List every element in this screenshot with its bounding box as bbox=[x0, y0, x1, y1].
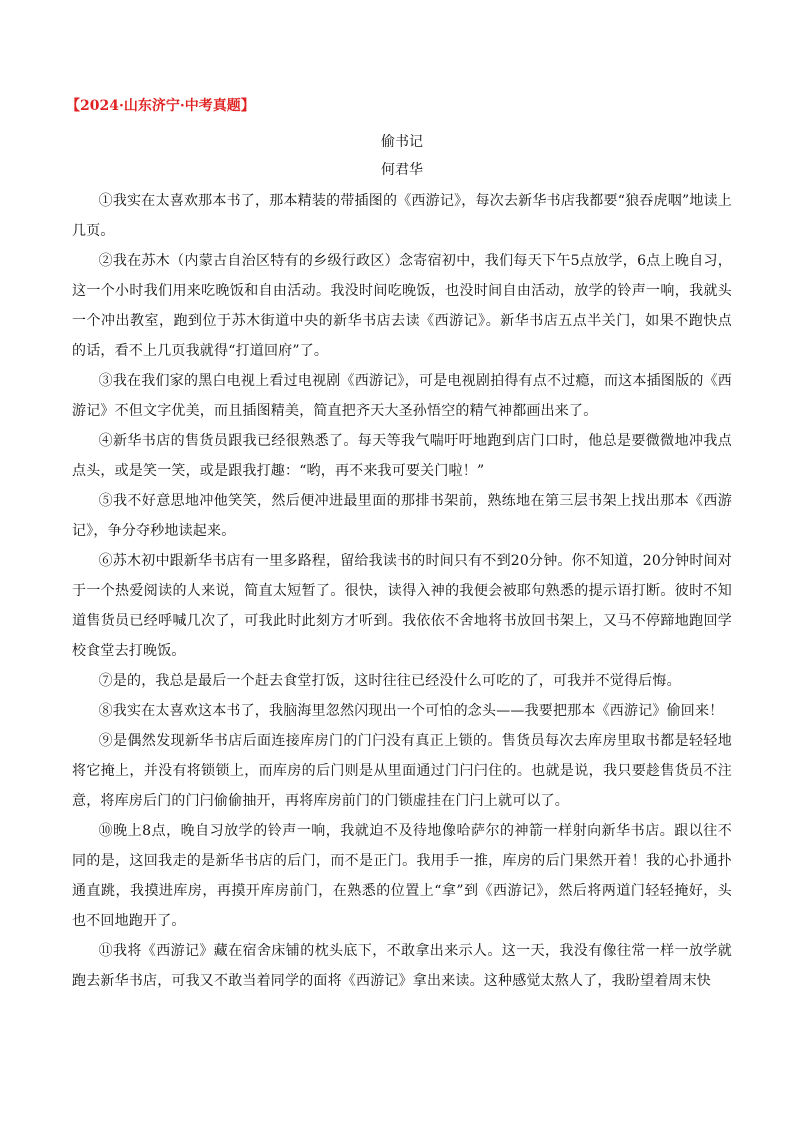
paragraph-9: ⑨是偶然发现新华书店后面连接库房门的门闩没有真正上锁的。售货员每次去库房里取书都是轻轻地将它掩上，并没有将锁锁上，而库房的后门则是从里面通过门闩闩住的。也就是说，我只要趁售货员不注意，将库房后门的门闩偷偷抽开，再将库房前门的门锁虚挂在门闩上就可以了。 bbox=[72, 733, 732, 809]
article-author: 何君华 bbox=[381, 162, 423, 178]
paragraph-11: ⑪我将《西游记》藏在宿舍床铺的枕头底下，不敢拿出来示人。这一天，我没有像往常一样一放学就跑去新华书店，可我又不敢当着同学的面将《西游记》拿出来读。这种感觉太熬人了，我盼望着周末快 bbox=[72, 943, 732, 989]
paragraph-10: ⑩晚上8点，晚自习放学的铃声一响，我就迫不及待地像哈萨尔的神箭一样射向新华书店。跟以往不同的是，这回我走的是新华书店的后门，而不是正门。我用手一推，库房的后门果然开着！我的心扑通扑通直跳，我摸进库房，再摸开库房前门，在熟悉的位置上“拿”到《西游记》，然后将两道门轻轻掩好，头也不回地跑开了。 bbox=[72, 823, 732, 929]
paragraph-6: ⑥苏木初中跟新华书店有一里多路程，留给我读书的时间只有不到20分钟。你不知道，20分钟时间对于一个热爱阅读的人来说，简直太短暂了。很快，读得入神的我便会被耶句熟悉的提示语打断。彼时不知道售货员已经呼喊几次了，可我此时此刻方才听到。我依依不舍地将书放回书架上，又马不停蹄地跑回学校食堂去打晚饭。 bbox=[72, 553, 732, 659]
paragraph-7: ⑦是的，我总是最后一个赶去食堂打饭，这时往往已经没什么可吃的了，可我并不觉得后悔。 bbox=[98, 673, 681, 689]
article-title: 偷书记 bbox=[381, 134, 423, 150]
paragraph-1: ①我实在太喜欢那本书了，那本精装的带插图的《西游记》，每次去新华书店我都要“狼吞虎咽”地读上几页。 bbox=[72, 193, 732, 239]
paragraph-5: ⑤我不好意思地冲他笑笑，然后便冲进最里面的那排书架前，熟练地在第三层书架上找出那本《西游记》，争分夺秒地读起来。 bbox=[72, 493, 732, 539]
paragraph-3: ③我在我们家的黑白电视上看过电视剧《西游记》，可是电视剧拍得有点不过瘾，而这本插图版的《西游记》不但文字优美，而且插图精美，简直把齐天大圣孙悟空的精气神都画出来了。 bbox=[72, 373, 732, 419]
paragraph-2: ②我在苏木（内蒙古自治区特有的乡级行政区）念寄宿初中，我们每天下午5点放学，6点上晚自习，这一个小时我们用来吃晚饭和自由活动。我没时间吃晚饭，也没时间自由活动，放学的铃声一响，我就头一个冲出教室，跑到位于苏木街道中央的新华书店去读《西游记》。新华书店五点半关门，如果不跑快点的话，看不上几页我就得“打道回府”了。 bbox=[72, 253, 732, 359]
document-page bbox=[66, 96, 732, 996]
paragraph-8: ⑧我实在太喜欢这本书了，我脑海里忽然闪现出一个可怕的念头——我要把那本《西游记》偷回来！ bbox=[98, 703, 724, 719]
source-tag: 【2024·山东济宁·中考真题】 bbox=[66, 98, 255, 114]
paragraph-4: ④新华书店的售货员跟我已经很熟悉了。每天等我气喘吁吁地跑到店门口时，他总是要微微地冲我点点头，或是笑一笑，或是跟我打趣：“哟，再不来我可要关门啦！” bbox=[72, 433, 732, 479]
